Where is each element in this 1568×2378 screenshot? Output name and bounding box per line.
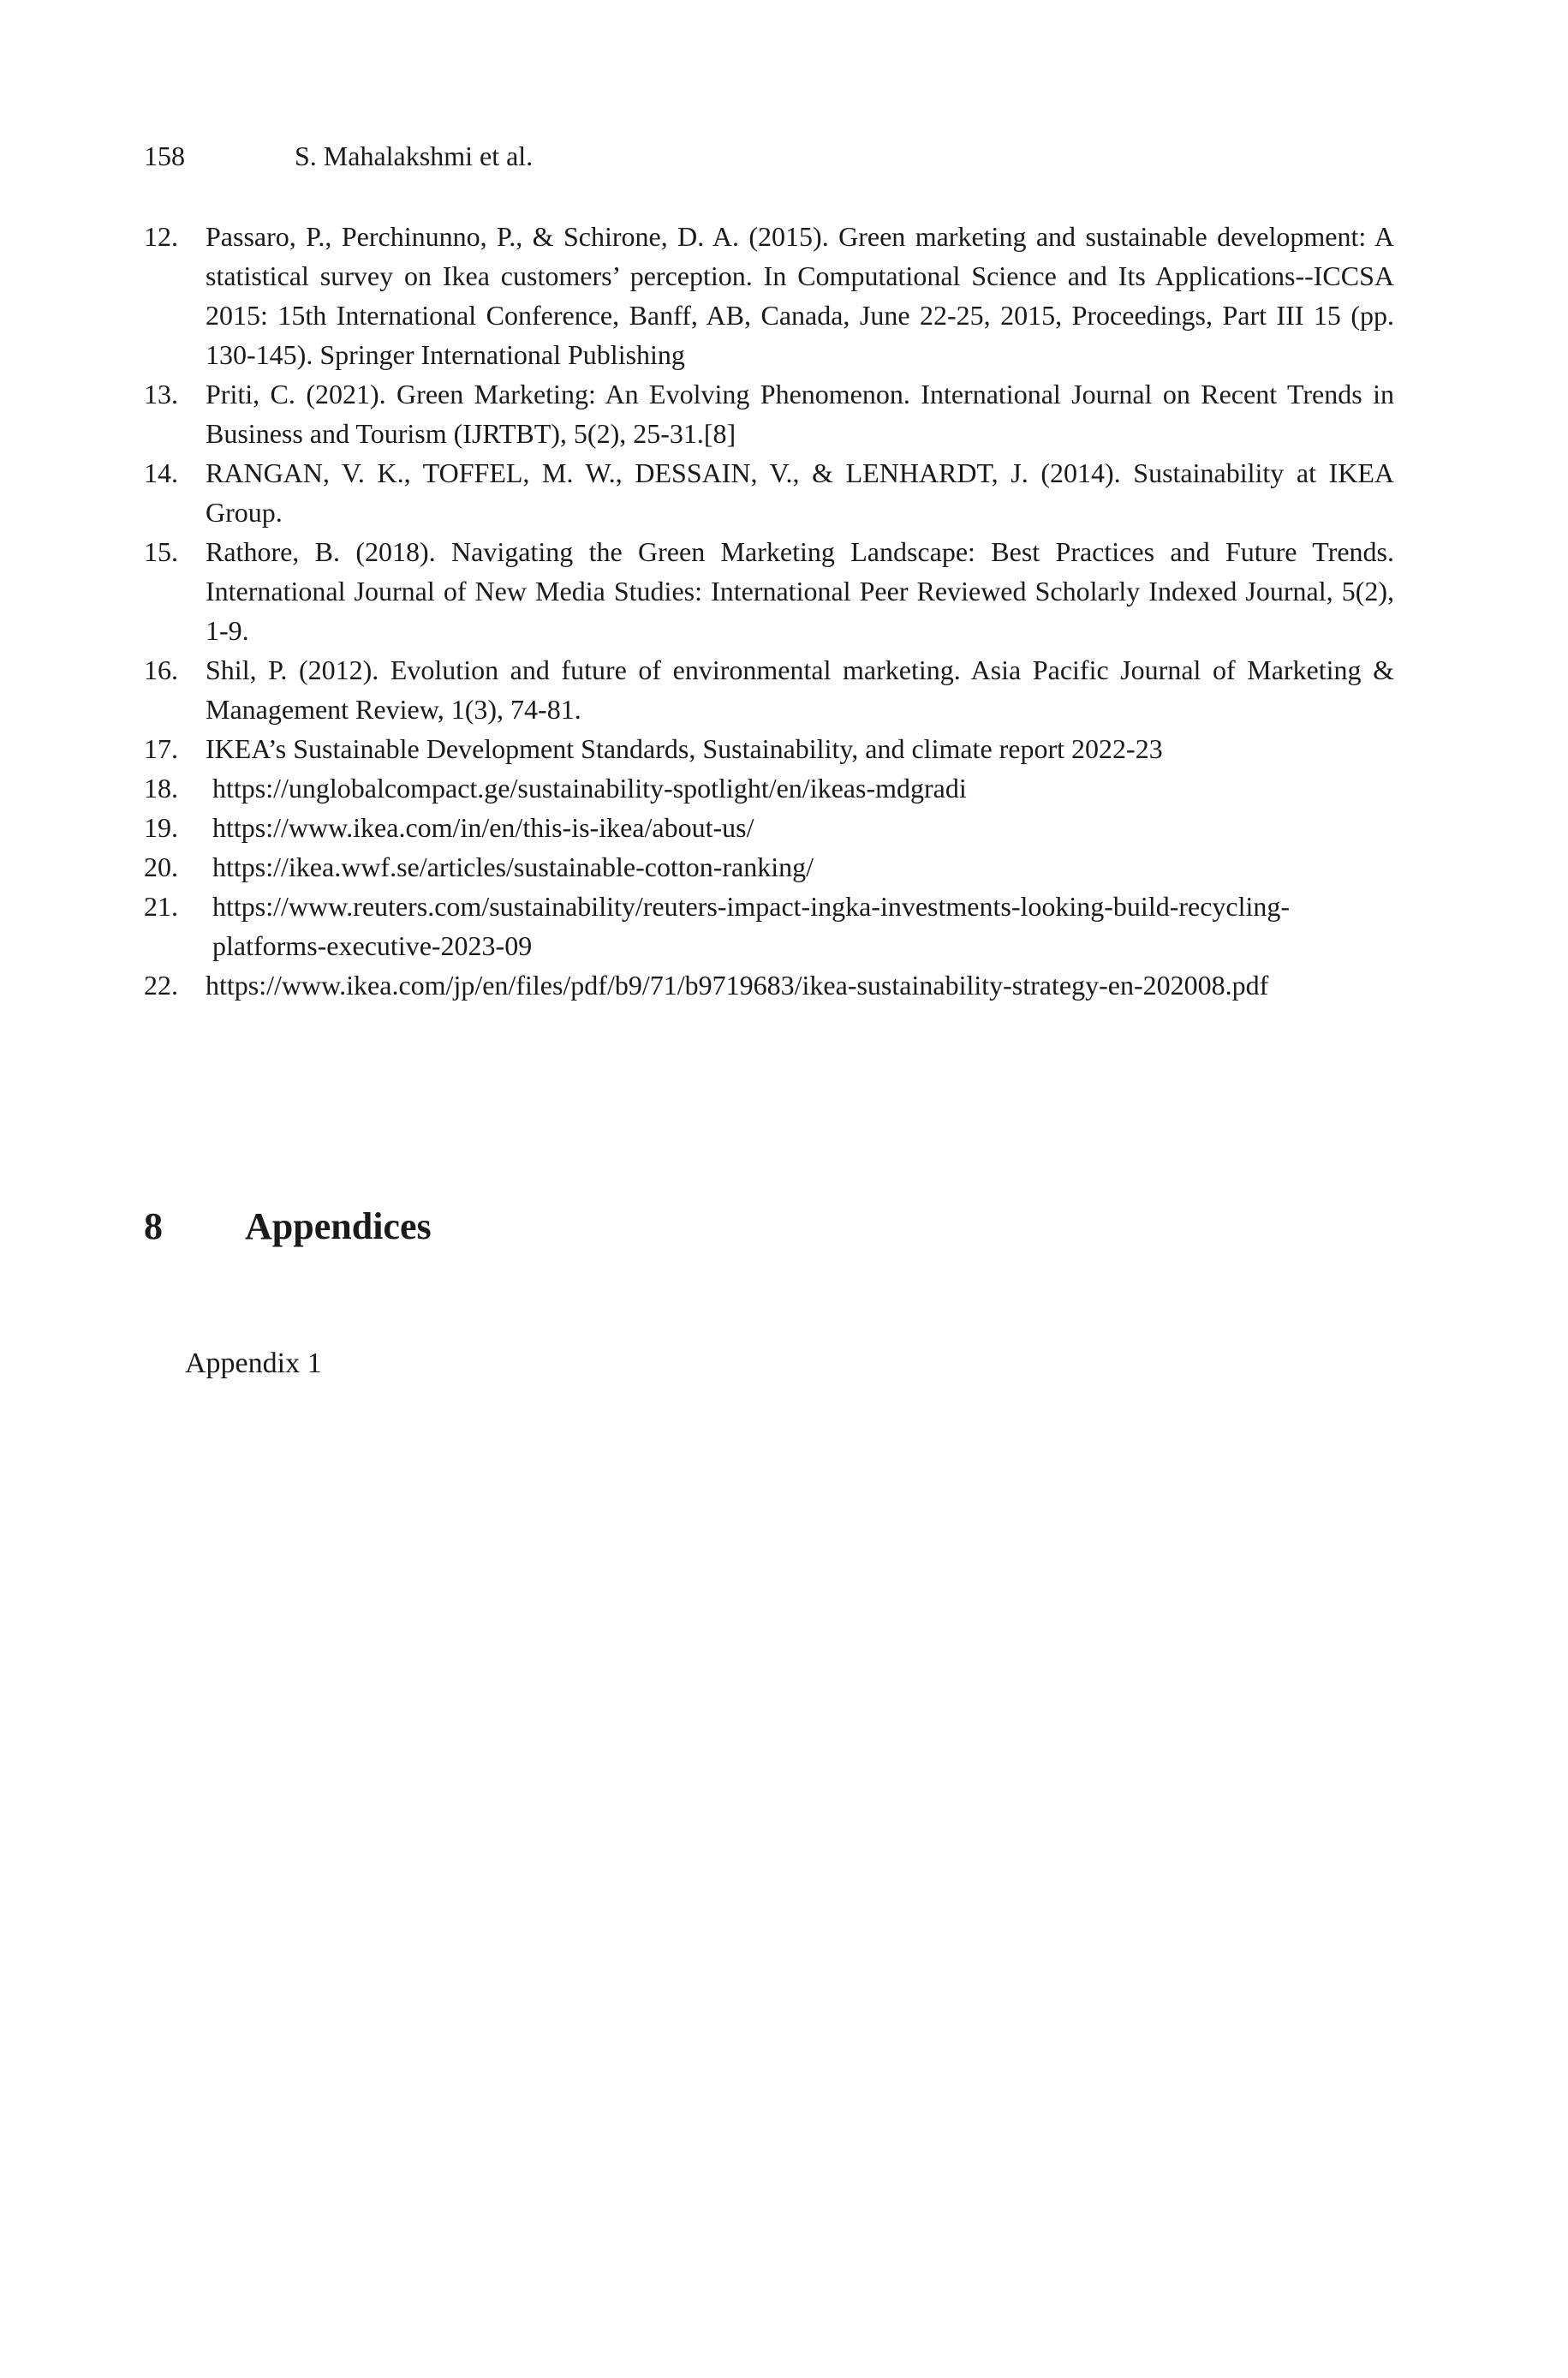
reference-number: 22.: [144, 970, 178, 1001]
running-head: [144, 139, 533, 173]
reference-number: 14.: [144, 457, 178, 488]
reference-text: RANGAN, V. K., TOFFEL, M. W., DESSAIN, V., & LENHARDT, J. (2014). Sustainability at IKEA Group.: [206, 457, 1394, 528]
reference-item: [144, 217, 1394, 374]
section-title: Appendices: [245, 1205, 432, 1247]
reference-item: [144, 887, 1394, 965]
reference-item: [144, 453, 1394, 532]
reference-link[interactable]: https://www.ikea.com/in/en/this-is-ikea/about-us/: [212, 812, 754, 843]
reference-item: [144, 729, 1394, 768]
section-number: 8: [144, 1205, 163, 1247]
reference-text: Rathore, B. (2018). Navigating the Green Marketing Landscape: Best Practices and Future Trends. International Journal of New Media Studies: International Peer Reviewed Scholarly Indexed Journal, 5(2), 1-9.: [206, 536, 1394, 646]
reference-item: [144, 965, 1394, 1005]
reference-number: 13.: [144, 379, 178, 409]
appendix-label: Appendix 1: [185, 1347, 322, 1379]
reference-text: Shil, P. (2012). Evolution and future of environmental marketing. Asia Pacific Journal of Marketing & Management Review, 1(3), 74-81.: [206, 654, 1394, 725]
reference-number: 21.: [144, 891, 178, 922]
reference-number: 20.: [144, 851, 178, 882]
reference-item: [144, 768, 1394, 808]
reference-number: 19.: [144, 812, 178, 843]
reference-item: [144, 847, 1394, 887]
reference-item: [144, 374, 1394, 453]
page-number: 158: [144, 140, 185, 171]
reference-number: 17.: [144, 733, 178, 764]
reference-item: [144, 808, 1394, 847]
reference-text: Passaro, P., Perchinunno, P., & Schirone, D. A. (2015). Green marketing and sustainable development: A statistical survey on Ikea customers’ perception. In Computational Science and Its Applications--ICCSA 2015: 15th International Conference, Banff, AB, Canada, June 22-25, 2015, Proceedings, Part III 15 (pp. 130-145). Springer International Publishing: [206, 221, 1394, 370]
reference-number: 15.: [144, 536, 178, 567]
reference-text: IKEA’s Sustainable Development Standards, Sustainability, and climate report 2022-23: [206, 733, 1163, 764]
reference-link[interactable]: https://ikea.wwf.se/articles/sustainable-cotton-ranking/: [212, 851, 814, 882]
reference-number: 18.: [144, 773, 178, 804]
reference-number: 12.: [144, 221, 178, 252]
reference-item: [144, 532, 1394, 650]
running-authors: S. Mahalakshmi et al.: [295, 140, 534, 171]
reference-item: [144, 650, 1394, 729]
reference-link[interactable]: https://www.reuters.com/sustainability/reuters-impact-ingka-investments-looking-build-recycling-platforms-executive-2023-09: [212, 891, 1291, 961]
section-heading: [144, 1203, 432, 1251]
reference-link[interactable]: https://unglobalcompact.ge/sustainability-spotlight/en/ikeas-mdgradi: [212, 773, 967, 804]
reference-link[interactable]: https://www.ikea.com/jp/en/files/pdf/b9/71/b9719683/ikea-sustainability-strategy-en-202008.pdf: [206, 970, 1269, 1001]
reference-number: 16.: [144, 654, 178, 685]
reference-text: Priti, C. (2021). Green Marketing: An Evolving Phenomenon. International Journal on Recent Trends in Business and Tourism (IJRTBT), 5(2), 25-31.[8]: [206, 379, 1394, 449]
reference-list: [144, 217, 1394, 1005]
